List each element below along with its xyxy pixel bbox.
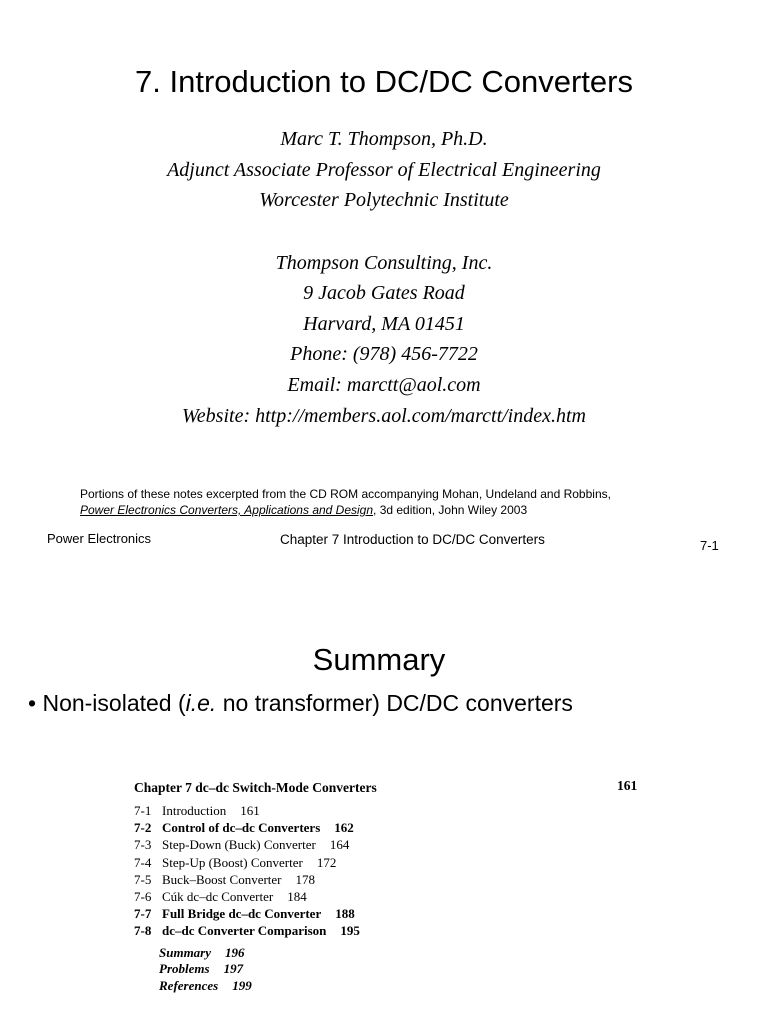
company-name: Thompson Consulting, Inc. [275,252,493,274]
toc-section-number: 7-6 [134,889,152,904]
toc-extra-row [159,961,243,977]
company-email: Email: marctt@aol.com [287,374,481,396]
company-city: Harvard, MA 01451 [303,313,465,335]
toc-section-page: 188 [335,906,355,922]
toc-extra-page: 199 [232,977,252,993]
attribution-line-2 [80,502,611,518]
footer-course: Power Electronics [47,531,152,546]
toc-section-title: Buck–Boost Converter [162,871,282,887]
toc-section-row [134,820,354,836]
toc-section-row [134,872,315,888]
toc-section-title: Step-Down (Buck) Converter [162,837,316,853]
author-position: Adjunct Associate Professor of Electrical Engineering [167,159,601,181]
toc-extra-title: References [159,977,219,993]
toc-section-page: 184 [287,889,307,904]
toc-section-page: 162 [334,820,354,836]
toc-section-row [134,889,307,905]
toc-section-title: dc–dc Converter Comparison [162,923,327,939]
bullet-suffix: no transformer) DC/DC converters [216,690,573,716]
toc-extra-title: Summary [159,944,212,960]
attribution-notes [80,486,611,518]
toc-section-row [134,906,355,922]
company-street: 9 Jacob Gates Road [303,282,465,304]
author-name: Marc T. Thompson, Ph.D. [280,128,488,150]
slide2-title: Summary [312,642,446,677]
slide1-title: 7. Introduction to DC/DC Converters [135,64,633,99]
toc-section-title: Introduction [162,803,227,818]
toc-section-page: 161 [240,803,260,818]
toc-extra-row [159,945,245,961]
toc-section-title: Step-Up (Boost) Converter [162,854,303,870]
book-edition: , 3d edition, John Wiley 2003 [373,503,528,517]
toc-section-number: 7-3 [134,837,152,853]
footer-chapter: Chapter 7 Introduction to DC/DC Converters [280,532,545,547]
toc-section-page: 195 [340,923,360,939]
toc-section-number: 7-1 [134,803,152,818]
toc-section-row [134,923,360,939]
company-phone: Phone: (978) 456-7722 [290,343,478,365]
toc-section-page: 172 [316,854,337,870]
book-title: Power Electronics Converters, Applications and Design [80,503,374,517]
toc-section-number: 7-4 [134,854,152,870]
toc-section-title: Cúk dc–dc Converter [162,889,274,904]
bullet-marker: • [28,690,37,716]
toc-chapter-page: 161 [617,778,638,793]
toc-section-number: 7-5 [134,871,152,887]
toc-section-row [134,803,260,819]
toc-section-title: Full Bridge dc–dc Converter [162,906,322,922]
attribution-line-1: Portions of these notes excerpted from the CD ROM accompanying Mohan, Undeland and Robbins, [80,487,611,501]
footer-slide-number: 7-1 [700,538,719,553]
toc-section-row [134,837,349,853]
toc-extra-title: Problems [159,961,210,977]
toc-section-page: 178 [295,871,316,887]
toc-section-number: 7-7 [134,906,152,922]
bullet-emphasis: i.e. [185,690,217,716]
company-website: Website: http://members.aol.com/marctt/index.htm [181,405,586,427]
toc-chapter-title: Chapter 7 dc–dc Switch-Mode Converters [134,780,377,795]
toc-extra-row [159,978,252,994]
toc-section-row [134,855,336,871]
bullet-prefix: Non-isolated ( [42,690,186,716]
toc-extra-page: 197 [223,961,244,977]
toc-extra-page: 196 [225,944,245,960]
summary-bullet [28,690,573,717]
author-institution: Worcester Polytechnic Institute [259,189,509,211]
toc-section-title: Control of dc–dc Converters [162,820,321,836]
toc-section-number: 7-8 [134,923,152,939]
toc-section-number: 7-2 [134,820,152,836]
toc-section-page: 164 [329,837,350,853]
